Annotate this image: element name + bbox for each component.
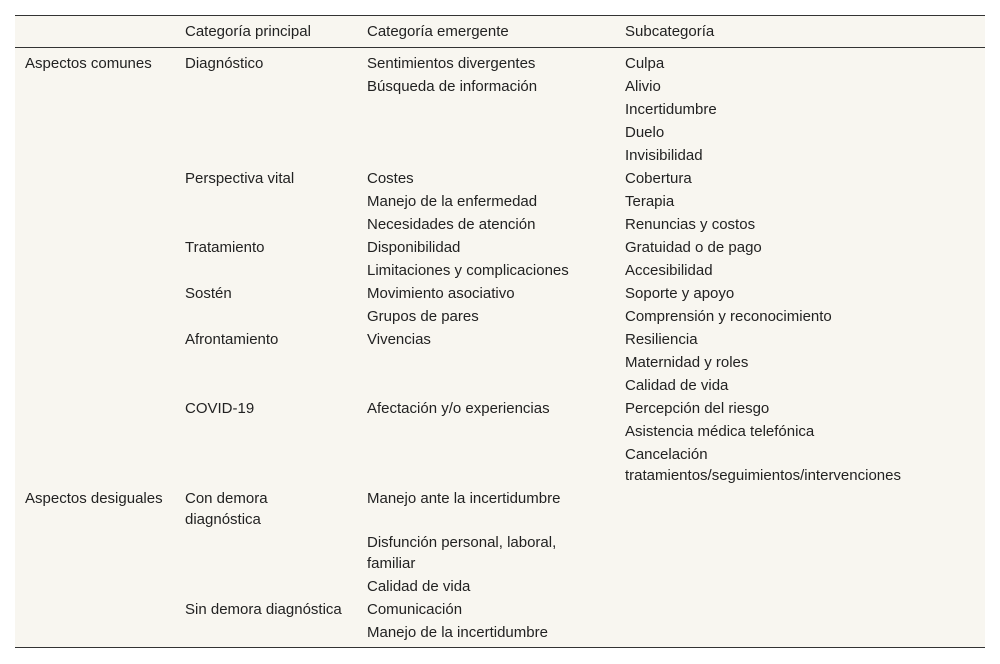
cell-emergent-category: Calidad de vida [367, 578, 471, 595]
categories-table [15, 15, 985, 648]
cell-aspect [15, 259, 175, 282]
cell-subcategory: Alivio [625, 78, 661, 95]
cell-emergent-category: Disponibilidad [367, 239, 461, 256]
cell-main-category [175, 374, 357, 397]
table-row [15, 305, 985, 328]
table-row [15, 374, 985, 397]
cell-emergent-category [357, 374, 615, 397]
cell-subcategory: Invisibilidad [625, 147, 703, 164]
cell-main-category: COVID-19 [185, 400, 255, 417]
cell-subcategory: Maternidad y roles [625, 354, 749, 371]
cell-aspect [15, 621, 175, 648]
cell-aspect [15, 75, 175, 98]
cell-main-category [175, 420, 357, 443]
cell-subcategory: Accesibilidad [625, 262, 713, 279]
cell-aspect [15, 351, 175, 374]
cell-emergent-category: Necesidades de atención [367, 216, 536, 233]
table-row [15, 282, 985, 305]
cell-emergent-category: Manejo de la enfermedad [367, 193, 538, 210]
header-cell-aspect [15, 16, 175, 48]
cell-aspect [15, 282, 175, 305]
cell-emergent-category: Sentimientos divergentes [367, 55, 536, 72]
cell-emergent-category [357, 420, 615, 443]
table-row [15, 443, 985, 487]
cell-main-category [175, 531, 357, 575]
cell-emergent-category: Afectación y/o experiencias [367, 400, 550, 417]
cell-main-category: Sin demora diagnóstica [185, 601, 342, 618]
table-row [15, 98, 985, 121]
cell-main-category: Tratamiento [185, 239, 265, 256]
cell-subcategory [615, 575, 985, 598]
cell-aspect [15, 575, 175, 598]
cell-main-category [175, 75, 357, 98]
cell-subcategory: Duelo [625, 124, 665, 141]
table-row [15, 167, 985, 190]
cell-main-category: Afrontamiento [185, 331, 279, 348]
cell-emergent-category [357, 443, 615, 487]
cell-aspect [15, 190, 175, 213]
cell-subcategory [615, 531, 985, 575]
table-row [15, 328, 985, 351]
cell-emergent-category [357, 121, 615, 144]
table-row [15, 598, 985, 621]
table-row [15, 121, 985, 144]
table-row [15, 236, 985, 259]
cell-main-category: Perspectiva vital [185, 170, 295, 187]
cell-aspect [15, 144, 175, 167]
table-row [15, 487, 985, 531]
cell-main-category: Sostén [185, 285, 232, 302]
cell-subcategory: Percepción del riesgo [625, 400, 770, 417]
cell-emergent-category: Disfunción personal, laboral, familiar [367, 534, 557, 572]
cell-subcategory: Soporte y apoyo [625, 285, 735, 302]
table-row [15, 351, 985, 374]
cell-subcategory [615, 621, 985, 648]
cell-main-category [175, 190, 357, 213]
categories-table-container [15, 15, 985, 648]
table-row [15, 397, 985, 420]
cell-subcategory [615, 487, 985, 531]
cell-emergent-category: Grupos de pares [367, 308, 479, 325]
cell-subcategory: Terapia [625, 193, 675, 210]
cell-aspect [15, 531, 175, 575]
header-cell-emergent-category: Categoría emergente [367, 23, 509, 40]
cell-emergent-category [357, 98, 615, 121]
cell-subcategory: Comprensión y reconocimiento [625, 308, 832, 325]
cell-aspect: Aspectos comunes [25, 55, 152, 72]
cell-emergent-category [357, 351, 615, 374]
cell-main-category: Con demora diagnóstica [185, 490, 268, 528]
cell-subcategory: Calidad de vida [625, 377, 729, 394]
cell-main-category [175, 575, 357, 598]
table-row [15, 531, 985, 575]
table-body [15, 48, 985, 648]
cell-aspect [15, 213, 175, 236]
header-cell-main-category: Categoría principal [185, 23, 311, 40]
header-row [15, 16, 985, 48]
cell-emergent-category: Vivencias [367, 331, 431, 348]
cell-emergent-category [357, 144, 615, 167]
cell-subcategory: Gratuidad o de pago [625, 239, 762, 256]
cell-subcategory: Culpa [625, 55, 665, 72]
table-row [15, 213, 985, 236]
cell-main-category [175, 98, 357, 121]
cell-aspect [15, 598, 175, 621]
cell-aspect [15, 397, 175, 420]
table-row [15, 48, 985, 76]
table-header [15, 16, 985, 48]
table-row [15, 75, 985, 98]
cell-subcategory: Renuncias y costos [625, 216, 756, 233]
cell-main-category: Diagnóstico [185, 55, 264, 72]
cell-subcategory: Cobertura [625, 170, 692, 187]
header-cell-subcategory: Subcategoría [625, 23, 715, 40]
table-row [15, 259, 985, 282]
cell-subcategory: Cancelación tratamientos/seguimientos/intervenciones [625, 446, 901, 484]
cell-aspect [15, 121, 175, 144]
cell-aspect [15, 305, 175, 328]
cell-subcategory: Asistencia médica telefónica [625, 423, 815, 440]
table-row [15, 621, 985, 648]
cell-aspect [15, 98, 175, 121]
cell-emergent-category: Manejo ante la incertidumbre [367, 490, 561, 507]
cell-aspect [15, 167, 175, 190]
cell-aspect [15, 236, 175, 259]
table-row [15, 575, 985, 598]
cell-aspect [15, 374, 175, 397]
cell-emergent-category: Búsqueda de información [367, 78, 538, 95]
cell-aspect [15, 443, 175, 487]
cell-subcategory [615, 598, 985, 621]
cell-main-category [175, 259, 357, 282]
cell-aspect: Aspectos desiguales [25, 490, 163, 507]
cell-emergent-category: Manejo de la incertidumbre [367, 624, 548, 641]
cell-emergent-category: Movimiento asociativo [367, 285, 515, 302]
cell-aspect [15, 328, 175, 351]
cell-aspect [15, 420, 175, 443]
cell-emergent-category: Limitaciones y complicaciones [367, 262, 569, 279]
cell-main-category [175, 351, 357, 374]
cell-main-category [175, 443, 357, 487]
table-row [15, 420, 985, 443]
cell-subcategory: Resiliencia [625, 331, 698, 348]
cell-emergent-category: Costes [367, 170, 414, 187]
table-row [15, 144, 985, 167]
cell-main-category [175, 144, 357, 167]
cell-main-category [175, 121, 357, 144]
cell-main-category [175, 305, 357, 328]
cell-main-category [175, 621, 357, 648]
cell-main-category [175, 213, 357, 236]
cell-emergent-category: Comunicación [367, 601, 463, 618]
table-row [15, 190, 985, 213]
cell-subcategory: Incertidumbre [625, 101, 717, 118]
